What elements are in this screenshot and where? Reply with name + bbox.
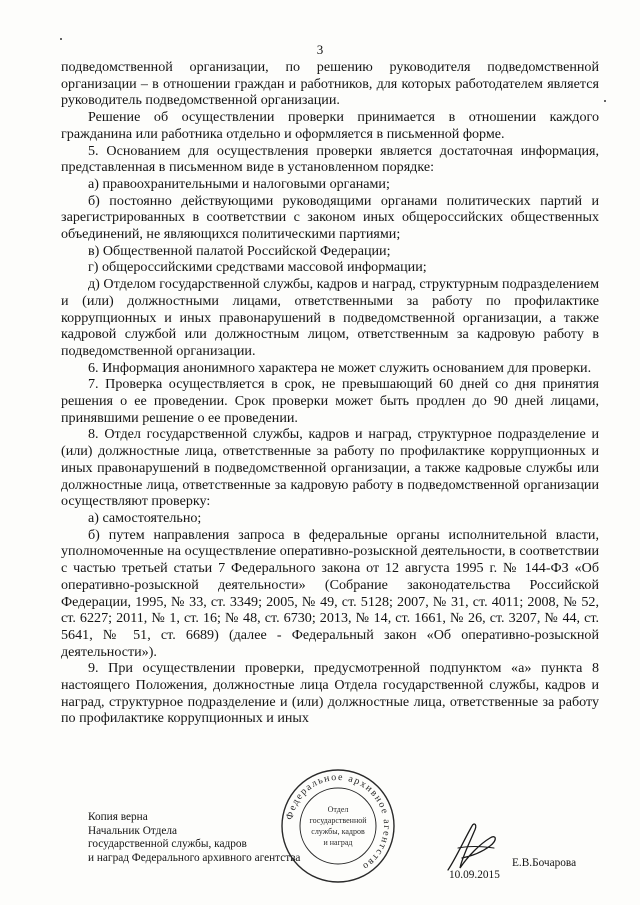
stamp-center-line3: службы, кадров [311, 827, 365, 836]
paragraph: а) правоохранительными и налоговыми органами; [88, 175, 390, 192]
signer-name: Е.В.Бочарова [512, 857, 577, 869]
certification-line-position: Начальник Отдела [88, 824, 178, 837]
paragraph: подведомственной организации, по решению руководителя подведомственной организации – в отношении граждан и работников, для которых работодателем является руководитель подведомственной организации. [61, 59, 599, 109]
certification-line-agency: и наград Федерального архивного агентства [88, 851, 301, 864]
paragraph: 9. При осуществлении проверки, предусмотренной подпунктом «а» пункта 8 настоящего Положения, должностные лица Отдела государственной службы, кадров и наград, структурное подразделение и (или) должностные лица, ответственные за работу по профилактике коррупционных и иных [61, 660, 599, 727]
certification-line-copy: Копия верна [88, 811, 148, 823]
paragraph: а) самостоятельно; [88, 509, 202, 526]
paragraph: 7. Проверка осуществляется в срок, не превышающий 60 дней со дня принятия решения о ее проведении. Срок проверки может быть продлен до 90 дней лицами, принявшими решение о ее проведении. [61, 376, 599, 426]
scan-speck [604, 100, 606, 102]
paragraph: 6. Информация анонимного характера не может служить основанием для проверки. [88, 359, 592, 376]
certification-block [88, 811, 300, 865]
official-stamp [280, 768, 396, 884]
paragraph: б) путем направления запроса в федеральные органы исполнительной власти, уполномоченные на осуществление оперативно-розыскной деятельности, в соответствии с частью третьей статьи 7 Федерального закона от 12 августа 1995 г. № 144-ФЗ «Об оперативно-розыскной деятельности» (Собрание законодательства Российской Федерации, 1995, № 33, ст. 3349; 2005, № 49, ст. 5128; 2007, № 31, ст. 4011; 2008, № 52, ст. 6227; 2011, № 1, ст. 16; № 48, ст. 6730; 2013, № 14, ст. 1661, № 26, ст. 3207, № 44, ст. 5641, № 51, ст. 6689) (далее - Федеральный закон «Об оперативно-розыскной деятельности»). [61, 526, 599, 660]
paragraph: 5. Основанием для осуществления проверки является достаточная информация, представленная в письменном виде в установленном порядке: [61, 142, 599, 176]
paragraph: Решение об осуществлении проверки принимается в отношении каждого гражданина или работника отдельно и оформляется в письменной форме. [61, 109, 599, 142]
paragraph: г) общероссийскими средствами массовой информации; [88, 259, 427, 276]
scan-speck [60, 38, 62, 40]
stamp-center-line1: Отдел [327, 805, 349, 814]
signature-date: 10.09.2015 [449, 869, 500, 881]
stamp-center-line4: и наград [323, 838, 353, 847]
document-body [61, 59, 599, 727]
paragraph: в) Общественной палатой Российской Федерации; [88, 242, 391, 259]
stamp-center-line2: государственной [309, 816, 367, 825]
paragraph: д) Отделом государственной службы, кадров и наград, структурным подразделением и (или) должностными лицами, ответственными за работу по профилактике коррупционных и иных правонарушений в подведомственной организации, а также кадровой службой или должностным лицом, ответственным за кадровую работу в подведомственной организации. [61, 276, 599, 359]
paragraph: б) постоянно действующими руководящими органами политических партий и зарегистрированных в соответствии с законом иных общероссийских общественных объединений, не являющихся политическими партиями; [61, 192, 599, 243]
paragraph: 8. Отдел государственной службы, кадров и наград, структурное подразделение и (или) должностные лица, ответственные за работу по профилактике коррупционных и иных правонарушений в подведомственной организации, а также кадровые службы или должностные лица, ответственные за кадровую работу в подведомственной организации осуществляют проверку: [61, 426, 599, 510]
certification-line-department: государственной службы, кадров [88, 838, 247, 851]
stamp-ring-text: Федеральное архивное агентство [284, 771, 393, 873]
page-number: 3 [316, 42, 324, 57]
